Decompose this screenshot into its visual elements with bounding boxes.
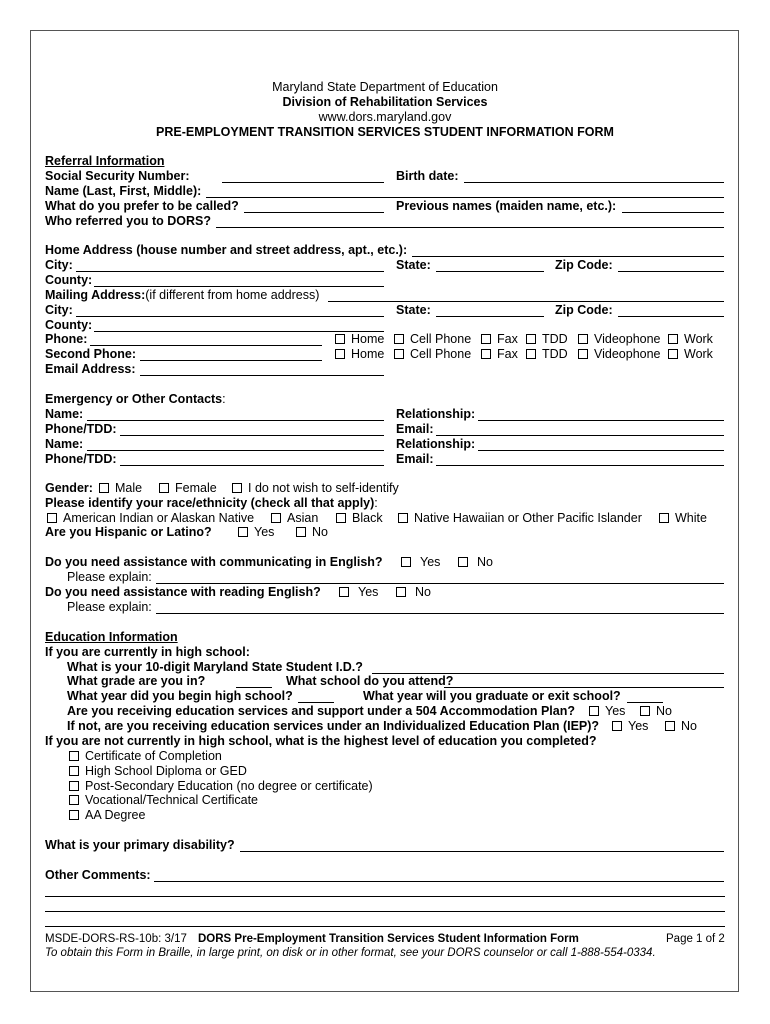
phone-work-checkbox[interactable] xyxy=(668,334,678,344)
hispanic-no-checkbox[interactable] xyxy=(296,527,306,537)
reading-no-label: No xyxy=(415,585,431,599)
grad-year-field[interactable] xyxy=(627,702,663,703)
mailing-zip-label: Zip Code: xyxy=(555,303,613,317)
mailing-address-title: Mailing Address: xyxy=(45,288,146,302)
mailing-state-field[interactable] xyxy=(436,316,544,317)
plan-504-yes-checkbox[interactable] xyxy=(589,706,599,716)
second-phone-home-checkbox[interactable] xyxy=(335,349,345,359)
zip-label: Zip Code: xyxy=(555,258,613,272)
race-black-label: Black xyxy=(352,511,383,525)
reading-yes-label: Yes xyxy=(358,585,379,599)
name-label: Name (Last, First, Middle): xyxy=(45,184,202,198)
second-phone-work-label: Work xyxy=(684,347,713,361)
level-vocational-checkbox[interactable] xyxy=(69,795,79,805)
second-phone-cell-label: Cell Phone xyxy=(410,347,472,361)
reading-yes-checkbox[interactable] xyxy=(339,587,349,597)
level-certificate-label: Certificate of Completion xyxy=(85,749,222,763)
second-phone-work-checkbox[interactable] xyxy=(668,349,678,359)
county-field[interactable] xyxy=(94,286,384,287)
contact1-relationship-field[interactable] xyxy=(478,420,724,421)
communicating-yes-checkbox[interactable] xyxy=(401,557,411,567)
gender-female-label: Female xyxy=(175,481,217,495)
contact1-phone-field[interactable] xyxy=(120,435,384,436)
second-phone-tdd-checkbox[interactable] xyxy=(526,349,536,359)
hispanic-no-label: No xyxy=(312,525,328,539)
communicating-yes-label: Yes xyxy=(420,555,441,569)
level-diploma-checkbox[interactable] xyxy=(69,766,79,776)
other-comments-field[interactable] xyxy=(154,881,724,882)
phone-videophone-checkbox[interactable] xyxy=(578,334,588,344)
level-post-secondary-checkbox[interactable] xyxy=(69,781,79,791)
website: www.dors.maryland.gov xyxy=(318,110,452,124)
level-post-secondary-label: Post-Secondary Education (no degree or certificate) xyxy=(85,779,373,793)
ssn-label: Social Security Number: xyxy=(45,169,190,183)
race-pacific-islander-label: Native Hawaiian or Other Pacific Islander xyxy=(414,511,642,525)
footer-divider xyxy=(45,926,725,927)
race-label-colon: : xyxy=(374,496,378,510)
braille-note: To obtain this Form in Braille, in large print, on disk or in other format, see your DORS counselor or call 1-888-554-0334. xyxy=(45,947,656,959)
race-label xyxy=(45,496,378,511)
second-phone-field[interactable] xyxy=(140,360,322,361)
mailing-city-field[interactable] xyxy=(76,316,384,317)
level-aa-degree-label: AA Degree xyxy=(85,808,146,822)
phone-videophone-label: Videophone xyxy=(594,332,661,346)
begin-year-field[interactable] xyxy=(298,702,334,703)
grade-field[interactable] xyxy=(236,687,272,688)
plan-504-label: Are you receiving education services and support under a 504 Accommodation Plan? xyxy=(67,704,576,718)
reading-english-label: Do you need assistance with reading English? xyxy=(45,585,321,599)
mailing-address-field[interactable] xyxy=(328,301,724,302)
race-asian-label: Asian xyxy=(287,511,319,525)
city-field[interactable] xyxy=(76,271,384,272)
phone-label: Phone: xyxy=(45,332,88,346)
communicating-english-label: Do you need assistance with communicating in English? xyxy=(45,555,383,569)
second-phone-label: Second Phone: xyxy=(45,347,136,361)
primary-disability-label: What is your primary disability? xyxy=(45,838,235,852)
school-field[interactable] xyxy=(444,687,724,688)
race-white-label: White xyxy=(675,511,707,525)
race-pacific-islander-checkbox[interactable] xyxy=(398,513,408,523)
contact1-email-label: Email: xyxy=(396,422,434,436)
mailing-county-field[interactable] xyxy=(94,331,384,332)
plan-504-yes-label: Yes xyxy=(605,704,626,718)
agency-name: Maryland State Department of Education xyxy=(272,80,498,94)
preferred-name-label: What do you prefer to be called? xyxy=(45,199,239,213)
name-field[interactable] xyxy=(206,197,724,198)
email-address-label: Email Address: xyxy=(45,362,136,376)
gender-no-answer-label: I do not wish to self-identify xyxy=(248,481,399,495)
second-phone-tdd-label: TDD xyxy=(542,347,568,361)
communicating-explain-label: Please explain: xyxy=(67,570,152,584)
phone-home-checkbox[interactable] xyxy=(335,334,345,344)
preferred-name-field[interactable] xyxy=(244,212,384,213)
communicating-no-checkbox[interactable] xyxy=(458,557,468,567)
state-field[interactable] xyxy=(436,271,544,272)
school-label: What school do you attend? xyxy=(286,674,454,688)
phone-home-label: Home xyxy=(351,332,385,346)
contact1-phone-label: Phone/TDD: xyxy=(45,422,117,436)
division-name: Division of Rehabilitation Services xyxy=(282,95,488,109)
second-phone-cell-checkbox[interactable] xyxy=(394,349,404,359)
contact2-phone-field[interactable] xyxy=(120,465,384,466)
hispanic-yes-label: Yes xyxy=(254,525,275,539)
race-label-text: Please identify your race/ethnicity (check all that apply) xyxy=(45,496,375,510)
level-vocational-label: Vocational/Technical Certificate xyxy=(85,793,259,807)
communicating-no-label: No xyxy=(477,555,493,569)
page-number: Page 1 of 2 xyxy=(666,933,725,945)
gender-no-answer-checkbox[interactable] xyxy=(232,483,242,493)
contact1-name-field[interactable] xyxy=(87,420,384,421)
communicating-explain-field[interactable] xyxy=(156,583,724,584)
contact2-relationship-label: Relationship: xyxy=(396,437,476,451)
referral-heading: Referral Information xyxy=(45,154,165,168)
level-diploma-label: High School Diploma or GED xyxy=(85,764,247,778)
race-black-checkbox[interactable] xyxy=(336,513,346,523)
second-phone-fax-label: Fax xyxy=(497,347,518,361)
contact1-relationship-label: Relationship: xyxy=(396,407,476,421)
grade-label: What grade are you in? xyxy=(67,674,206,688)
second-phone-home-label: Home xyxy=(351,347,385,361)
phone-cell-checkbox[interactable] xyxy=(394,334,404,344)
birth-date-field[interactable] xyxy=(464,182,724,183)
in-school-label: If you are currently in high school: xyxy=(45,645,250,659)
phone-fax-checkbox[interactable] xyxy=(481,334,491,344)
contact1-email-field[interactable] xyxy=(436,435,724,436)
reading-explain-label: Please explain: xyxy=(67,600,152,614)
not-in-school-label: If you are not currently in high school, what is the highest level of education you completed? xyxy=(45,734,597,748)
race-american-indian-label: American Indian or Alaskan Native xyxy=(63,511,255,525)
referred-by-label: Who referred you to DORS? xyxy=(45,214,211,228)
education-heading: Education Information xyxy=(45,630,178,644)
other-comments-label: Other Comments: xyxy=(45,868,151,882)
plan-504-no-checkbox[interactable] xyxy=(640,706,650,716)
mailing-zip-field[interactable] xyxy=(618,316,724,317)
student-id-label: What is your 10-digit Maryland State Student I.D.? xyxy=(67,660,363,674)
hispanic-label: Are you Hispanic or Latino? xyxy=(45,525,212,539)
contact2-email-field[interactable] xyxy=(436,465,724,466)
gender-female-checkbox[interactable] xyxy=(159,483,169,493)
mailing-city-label: City: xyxy=(45,303,73,317)
second-phone-videophone-checkbox[interactable] xyxy=(578,349,588,359)
phone-tdd-checkbox[interactable] xyxy=(526,334,536,344)
mailing-county-label: County: xyxy=(45,318,93,332)
level-certificate-checkbox[interactable] xyxy=(69,751,79,761)
level-aa-degree-checkbox[interactable] xyxy=(69,810,79,820)
contact2-name-label: Name: xyxy=(45,437,84,451)
home-address-field[interactable] xyxy=(412,256,724,257)
second-phone-videophone-label: Videophone xyxy=(594,347,661,361)
phone-field[interactable] xyxy=(90,345,322,346)
zip-field[interactable] xyxy=(618,271,724,272)
footer-form-name: DORS Pre-Employment Transition Services Student Information Form xyxy=(198,933,579,945)
gender-label: Gender: xyxy=(45,481,93,495)
comments-line-3[interactable] xyxy=(45,911,725,912)
iep-no-label: No xyxy=(681,719,697,733)
hispanic-yes-checkbox[interactable] xyxy=(238,527,248,537)
home-address-label: Home Address (house number and street address, apt., etc.): xyxy=(45,243,408,257)
reading-explain-field[interactable] xyxy=(156,613,724,614)
second-phone-fax-checkbox[interactable] xyxy=(481,349,491,359)
iep-yes-checkbox[interactable] xyxy=(612,721,622,731)
emergency-heading-text: Emergency or Other Contacts xyxy=(45,392,223,406)
ssn-field[interactable] xyxy=(222,182,384,183)
primary-disability-field[interactable] xyxy=(240,851,724,852)
previous-names-field[interactable] xyxy=(622,212,724,213)
county-label: County: xyxy=(45,273,93,287)
phone-fax-label: Fax xyxy=(497,332,518,346)
phone-cell-label: Cell Phone xyxy=(410,332,472,346)
birth-date-label: Birth date: xyxy=(396,169,459,183)
phone-tdd-label: TDD xyxy=(542,332,568,346)
contact2-email-label: Email: xyxy=(396,452,434,466)
iep-yes-label: Yes xyxy=(628,719,649,733)
form-title: PRE-EMPLOYMENT TRANSITION SERVICES STUDENT INFORMATION FORM xyxy=(156,125,614,139)
race-white-checkbox[interactable] xyxy=(659,513,669,523)
state-label: State: xyxy=(396,258,431,272)
mailing-state-label: State: xyxy=(396,303,431,317)
previous-names-label: Previous names (maiden name, etc.): xyxy=(396,199,617,213)
contact2-name-field[interactable] xyxy=(87,450,384,451)
comments-line-2[interactable] xyxy=(45,896,725,897)
contact2-relationship-field[interactable] xyxy=(478,450,724,451)
phone-work-label: Work xyxy=(684,332,713,346)
emergency-heading xyxy=(45,392,226,407)
reading-no-checkbox[interactable] xyxy=(396,587,406,597)
grad-year-label: What year will you graduate or exit school? xyxy=(363,689,621,703)
race-asian-checkbox[interactable] xyxy=(271,513,281,523)
gender-male-label: Male xyxy=(115,481,143,495)
plan-504-no-label: No xyxy=(656,704,672,718)
iep-no-checkbox[interactable] xyxy=(665,721,675,731)
contact1-name-label: Name: xyxy=(45,407,84,421)
city-label: City: xyxy=(45,258,73,272)
contact2-phone-label: Phone/TDD: xyxy=(45,452,117,466)
race-american-indian-checkbox[interactable] xyxy=(47,513,57,523)
iep-label: If not, are you receiving education services under an Individualized Education Plan (IEP)? xyxy=(67,719,600,733)
email-address-field[interactable] xyxy=(140,375,384,376)
form-code: MSDE-DORS-RS-10b: 3/17 xyxy=(45,933,187,945)
mailing-address-label xyxy=(45,288,319,303)
begin-year-label: What year did you begin high school? xyxy=(67,689,293,703)
referred-by-field[interactable] xyxy=(216,227,724,228)
mailing-address-note: (if different from home address) xyxy=(145,288,320,302)
emergency-heading-colon: : xyxy=(222,392,226,406)
gender-male-checkbox[interactable] xyxy=(99,483,109,493)
